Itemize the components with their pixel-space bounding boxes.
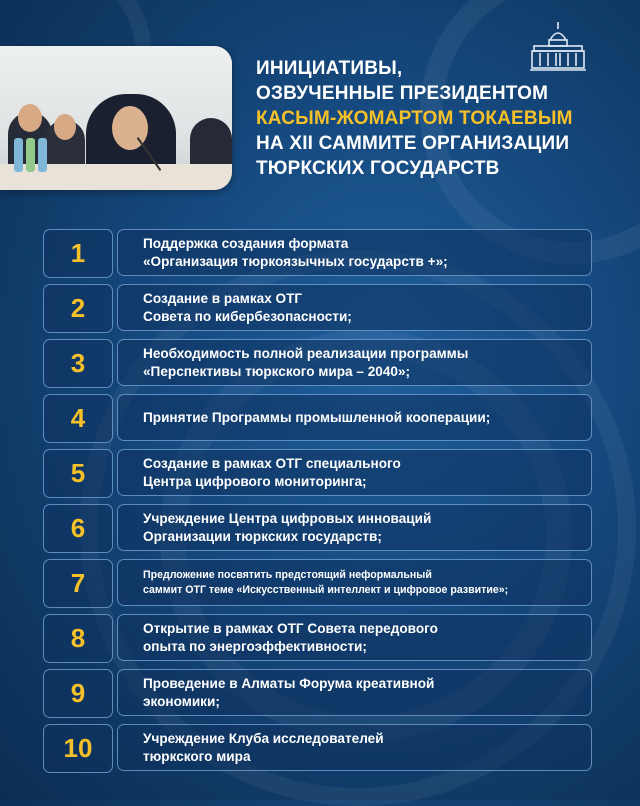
item-number: 5 [43,449,113,498]
summit-photo [0,46,232,190]
item-text-line: «Организация тюркоязычных государств +»; [143,253,448,269]
list-item [43,724,594,773]
item-number: 3 [43,339,113,388]
item-text [117,229,592,276]
initiatives-list [43,229,594,779]
item-number: 7 [43,559,113,608]
title-highlight-line: КАСЫМ-ЖОМАРТОМ ТОКАЕВЫМ [256,108,573,129]
item-text-line: Совета по кибербезопасности; [143,308,352,324]
item-text-line: Учреждение Центра цифровых инноваций [143,510,432,526]
item-text [117,504,592,551]
list-item [43,449,594,498]
item-text [117,669,592,716]
item-text-line: Поддержка создания формата [143,235,349,251]
list-item [43,339,594,388]
page-title [256,56,636,181]
list-item [43,504,594,553]
item-text-line: Предложение посвятить предстоящий неформальный [143,568,432,581]
item-text-line: Открытие в рамках ОТГ Совета передового [143,620,438,636]
item-number: 4 [43,394,113,443]
item-text [117,394,592,441]
item-text-line: Учреждение Клуба исследователей [143,730,384,746]
list-item [43,284,594,333]
list-item [43,559,594,608]
title-line: ОЗВУЧЕННЫЕ ПРЕЗИДЕНТОМ [256,83,549,104]
list-item [43,229,594,278]
item-number: 1 [43,229,113,278]
item-text-line: Создание в рамках ОТГ [143,290,303,306]
list-item [43,669,594,718]
item-number: 8 [43,614,113,663]
item-text [117,724,592,771]
item-text-line: Проведение в Алматы Форума креативной [143,675,435,691]
item-text [117,284,592,331]
item-number: 2 [43,284,113,333]
title-line: НА XII САММИТЕ ОРГАНИЗАЦИИ [256,133,570,154]
item-text-line: Создание в рамках ОТГ специального [143,455,401,471]
item-text [117,559,592,606]
item-text [117,449,592,496]
item-text [117,614,592,661]
item-text-line: тюркского мира [143,748,251,764]
item-text-line: Принятие Программы промышленной кооперации; [143,409,491,425]
item-text-line: Центра цифрового мониторинга; [143,473,367,489]
item-number: 10 [43,724,113,773]
item-text-line: Организации тюркских государств; [143,528,382,544]
item-number: 9 [43,669,113,718]
item-text-line: «Перспективы тюркского мира – 2040»; [143,363,411,379]
item-text [117,339,592,386]
list-item [43,394,594,443]
list-item [43,614,594,663]
title-line: ИНИЦИАТИВЫ, [256,58,403,79]
item-text-line: экономики; [143,693,220,709]
item-text-line: опыта по энергоэффективности; [143,638,367,654]
item-text-line: Необходимость полной реализации программы [143,345,469,361]
item-number: 6 [43,504,113,553]
item-text-line: саммит ОТГ теме «Искусственный интеллект и цифровое развитие»; [143,583,509,596]
title-line: ТЮРКСКИХ ГОСУДАРСТВ [256,158,500,179]
